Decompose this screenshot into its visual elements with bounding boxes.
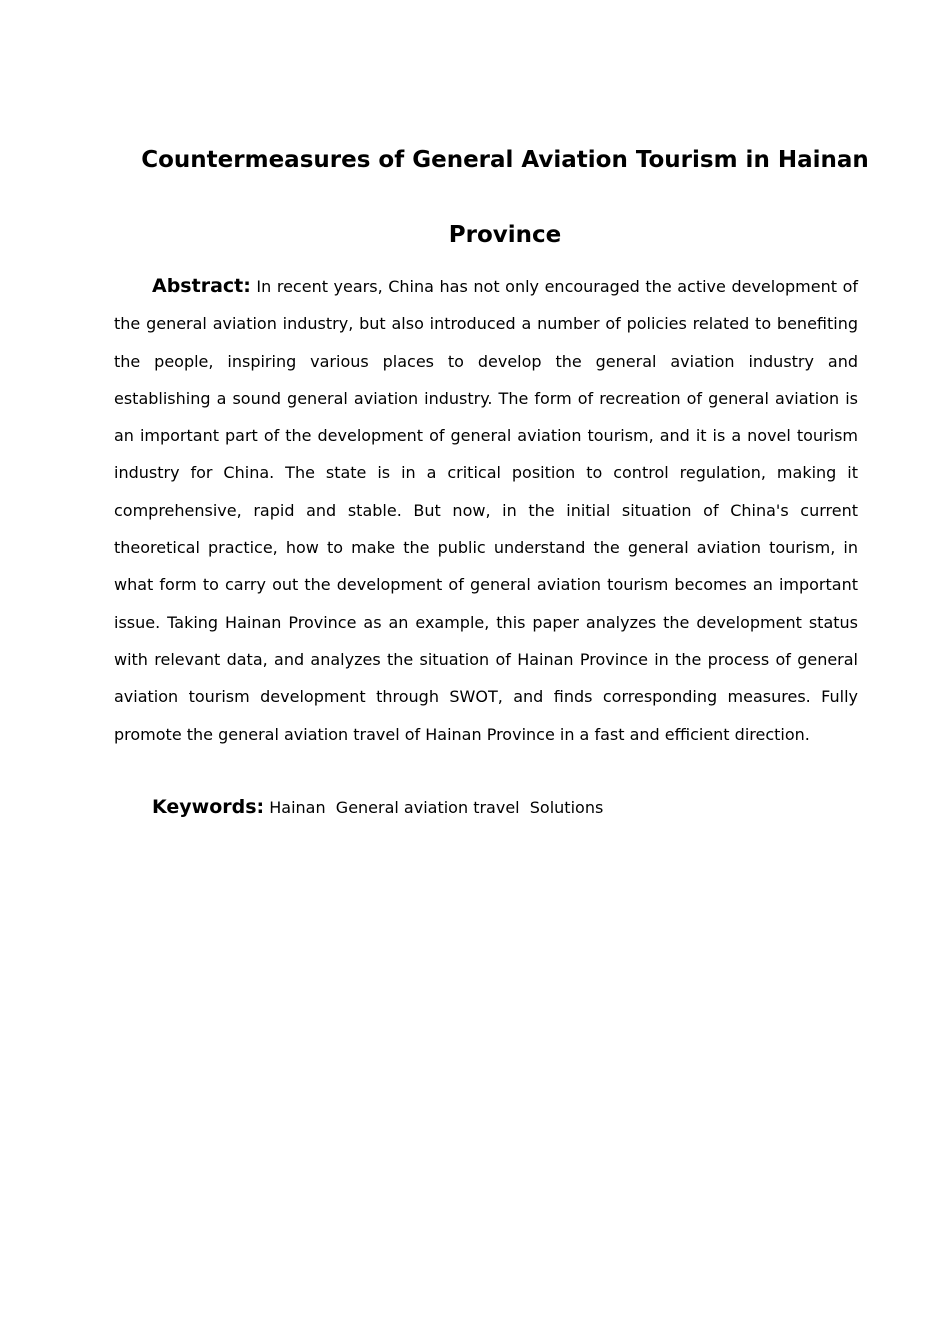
abstract-paragraph (114, 268, 858, 753)
abstract-text: In recent years, China has not only encouraged the active development of the general aviation industry, but also introduced a number of policies related to benefiting the people, inspiring various places to develop the general aviation industry and establishing a sound general aviation industry. The form of recreation of general aviation is an important part of the development of general aviation tourism, and it is a novel tourism industry for China. The state is in a critical position to control regulation, making it comprehensive, rapid and stable. But now, in the initial situation of China's current theoretical practice, how to make the public understand the general aviation tourism, in what form to carry out the development of general aviation tourism becomes an important issue. Taking Hainan Province as an example, this paper analyzes the development status with relevant data, and analyzes the situation of Hainan Province in the process of general aviation tourism development through SWOT, and finds corresponding measures. Fully promote the general aviation travel of Hainan Province in a fast and efficient direction. (114, 277, 858, 744)
keywords-label: Keywords: (152, 796, 265, 818)
paper-title-line-2: Province (448, 222, 562, 248)
paper-title-line-1: Countermeasures of General Aviation Tourism in Hainan (141, 147, 869, 173)
keywords-paragraph (114, 792, 858, 823)
keywords-text: Hainan General aviation travel Solutions (269, 798, 604, 817)
abstract-label: Abstract: (152, 275, 251, 297)
